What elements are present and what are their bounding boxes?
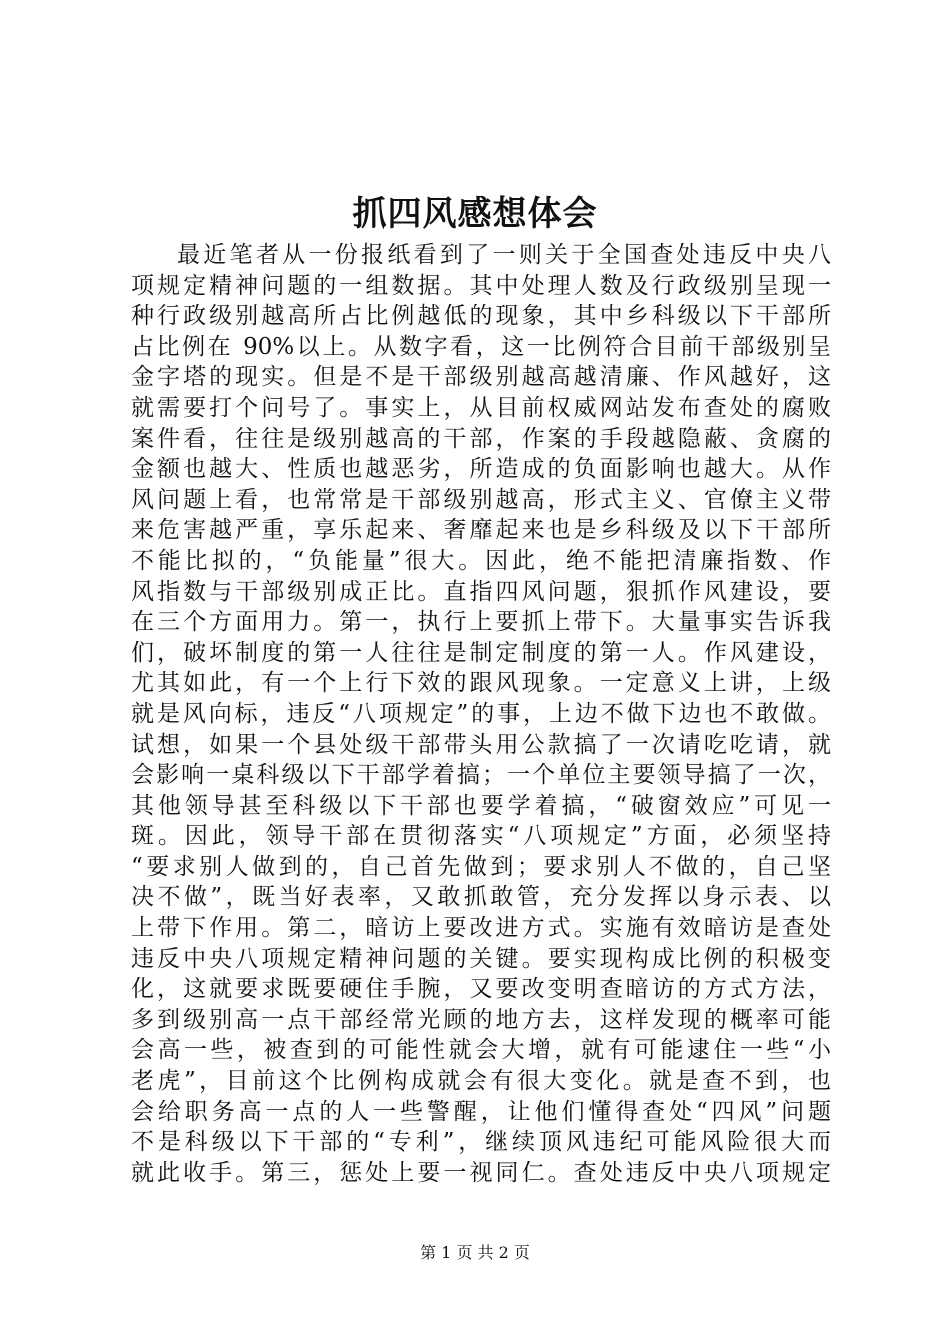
- body-line: 最近笔者从一份报纸看到了一则关于全国查处违反中央八: [177, 242, 831, 268]
- body-line: 不能比拟的，“负能量”很大。因此，绝不能把清廉指数、作: [131, 547, 831, 574]
- page-title: 抓四风感想体会: [352, 194, 598, 234]
- body-line: 种行政级别越高所占比例越低的现象，其中乡科级以下干部所: [131, 303, 831, 330]
- body-line: 决不做”，既当好表率，又敢抓敢管，充分发挥以身示表、以: [131, 884, 831, 911]
- body-line: 化，这就要求既要硬住手腕，又要改变明查暗访的方式方法，: [131, 976, 831, 1003]
- body-line: 尤其如此，有一个上行下效的跟风现象。一定意义上讲，上级: [131, 670, 831, 697]
- body-line: 就需要打个问号了。事实上，从目前权威网站发布查处的腐败: [131, 394, 831, 421]
- body-line: “要求别人做到的，自己首先做到；要求别人不做的，自己坚: [131, 853, 831, 880]
- body-line: 风问题上看，也常常是干部级别越高，形式主义、官僚主义带: [131, 486, 831, 513]
- body-line: 多到级别高一点干部经常光顾的地方去，这样发现的概率可能: [131, 1006, 831, 1033]
- body-line: 其他领导甚至科级以下干部也要学着搞，“破窗效应”可见一: [131, 792, 831, 819]
- page-footer: 第 1 页 共 2 页: [420, 1243, 530, 1262]
- body-text: [131, 240, 831, 1188]
- body-line: 金额也越大、性质也越恶劣，所造成的负面影响也越大。从作: [131, 456, 831, 483]
- body-line: 会影响一桌科级以下干部学着搞；一个单位主要领导搞了一次，: [131, 762, 831, 789]
- body-line: 试想，如果一个县处级干部带头用公款搞了一次请吃吃请，就: [131, 731, 831, 758]
- body-line: 就是风向标，违反“八项规定”的事，上边不做下边也不敢做。: [131, 700, 831, 727]
- body-line: 项规定精神问题的一组数据。其中处理人数及行政级别呈现一: [131, 272, 831, 299]
- body-line: 金字塔的现实。但是不是干部级别越高越清廉、作风越好，这: [131, 364, 831, 391]
- body-line: 案件看，往往是级别越高的干部，作案的手段越隐蔽、贪腐的: [131, 425, 831, 452]
- body-line: 占比例在 90%以上。从数字看，这一比例符合目前干部级别呈: [131, 333, 831, 360]
- body-line: 老虎”，目前这个比例构成就会有很大变化。就是查不到，也: [131, 1068, 831, 1095]
- body-line: 们，破坏制度的第一人往往是制定制度的第一人。作风建设，: [131, 639, 831, 666]
- body-line: 来危害越严重，享乐起来、奢靡起来也是乡科级及以下干部所: [131, 517, 831, 544]
- body-line: 不是科级以下干部的“专利”，继续顶风违纪可能风险很大而: [131, 1129, 831, 1156]
- body-line: 会高一些，被查到的可能性就会大增，就有可能逮住一些“小: [131, 1037, 831, 1064]
- body-line: 会给职务高一点的人一些警醒，让他们懂得查处“四风”问题: [131, 1098, 831, 1125]
- body-line: 就此收手。第三，惩处上要一视同仁。查处违反中央八项规定: [131, 1159, 831, 1186]
- body-line: 风指数与干部级别成正比。直指四风问题，狠抓作风建设，要: [131, 578, 831, 605]
- body-line: 斑。因此，领导干部在贯彻落实“八项规定”方面，必须坚持: [131, 823, 831, 850]
- body-line: 违反中央八项规定精神问题的关键。要实现构成比例的积极变: [131, 945, 831, 972]
- body-line: 在三个方面用力。第一，执行上要抓上带下。大量事实告诉我: [131, 609, 831, 636]
- body-line: 上带下作用。第二，暗访上要改进方式。实施有效暗访是查处: [131, 915, 831, 942]
